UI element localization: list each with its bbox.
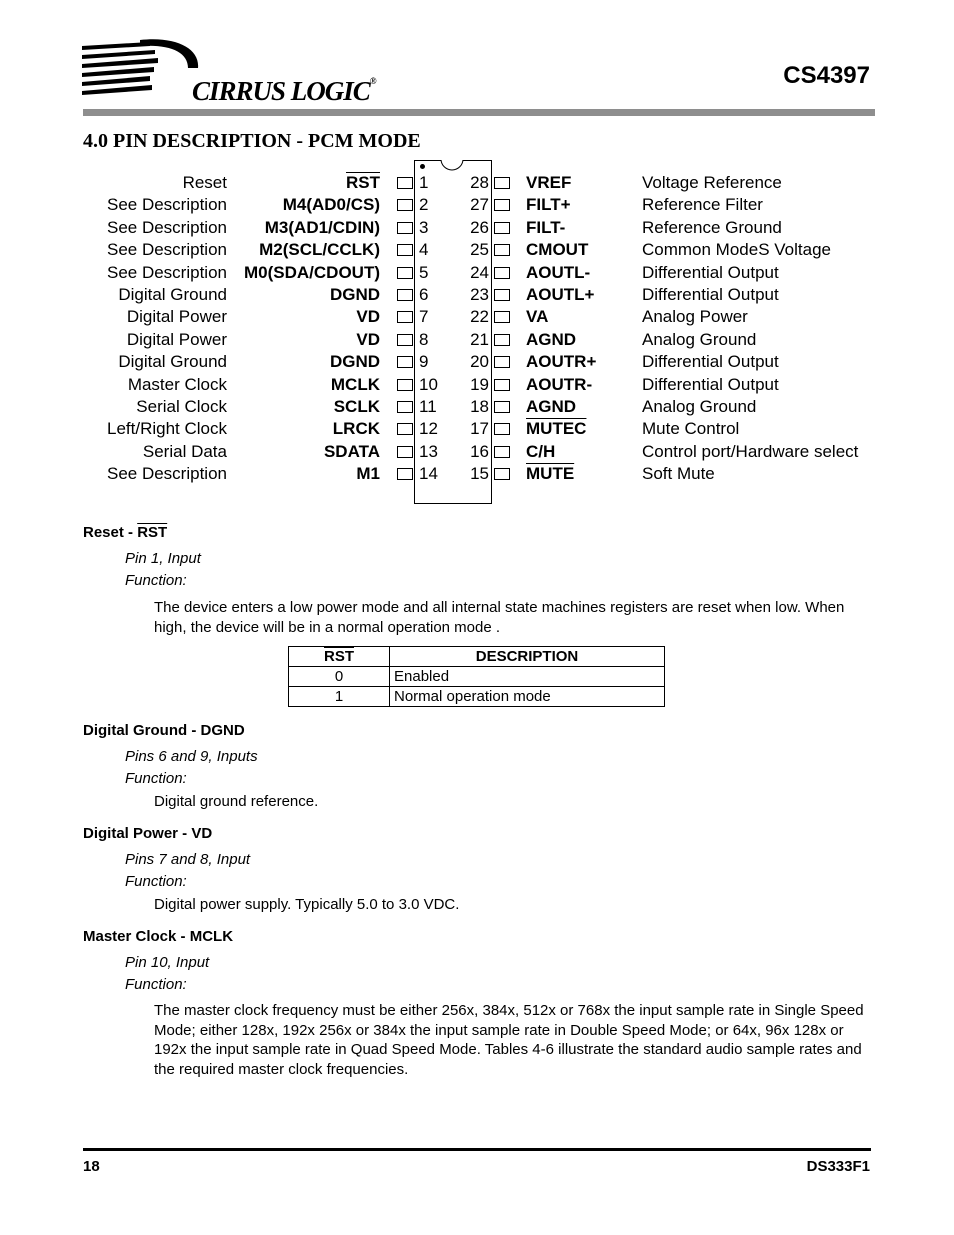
pin-row (0, 463, 954, 485)
pin-right-description: Mute Control (642, 419, 740, 439)
pin-left-lead (397, 289, 413, 301)
pin-right-lead (494, 446, 510, 458)
pin-left-name: VD (356, 307, 380, 327)
registered-mark: ® (369, 76, 376, 86)
pin-right-number: 17 (470, 419, 489, 439)
table-row (289, 687, 665, 707)
pin-left-lead (397, 379, 413, 391)
pin-row (0, 194, 954, 216)
pin-row (0, 441, 954, 463)
pin-right-number: 24 (470, 262, 489, 282)
mclk-text: The master clock frequency must be either 256x, 384x, 512x or 768x the input sample rate in Single Speed Mode; either 128x, 192x 256x or 384x the input sample rate in Double Speed Mode; or 64x, 96x 128x or 192x the input sample rate in Quad Speed Mode. Tables 4-6 illustrate the standard audio sample rates and the required master clock frequencies. (154, 1002, 864, 1078)
pin-right-lead (494, 401, 510, 413)
pin1-marker-dot (420, 164, 425, 169)
pin-right-description: Reference Ground (642, 217, 782, 237)
pin-right-description: Differential Output (642, 352, 779, 372)
ic-notch (440, 158, 464, 172)
pin-left-lead (397, 177, 413, 189)
cirrus-logo (80, 38, 400, 108)
pin-right-number: 28 (470, 173, 489, 192)
pin-left-number: 1 (419, 173, 429, 192)
reset-heading-signal: $\overline{RST}$ (137, 524, 168, 541)
pin-right-description: Analog Ground (642, 329, 757, 349)
pin-left-description: Digital Power (126, 329, 227, 349)
pin-left-number: 3 (419, 217, 429, 237)
pin-right-name: VREF (526, 173, 572, 192)
pin-right-description: Soft Mute (642, 464, 715, 484)
pin-row (0, 284, 954, 306)
part-number: CS4397 (783, 62, 870, 89)
pin-right-lead (494, 267, 510, 279)
pin-right-name: MUTE (526, 464, 575, 484)
pin-left-description: Serial Data (142, 441, 227, 461)
pin-right-number: 22 (470, 307, 489, 327)
pin-right-lead (494, 199, 510, 211)
pin-left-lead (397, 423, 413, 435)
pin-right-lead (494, 379, 510, 391)
pin-left-description: See Description (106, 217, 227, 237)
pin-right-name: AGND (526, 329, 577, 349)
pin-left-number: 9 (419, 352, 429, 372)
pin-left-name: DGND (329, 285, 380, 304)
description-col-header: DESCRIPTION (390, 647, 665, 667)
pin-left-number: 6 (419, 285, 429, 304)
pin-right-description: Analog Ground (642, 397, 757, 416)
pin-left-lead (397, 199, 413, 211)
pin-right-name: AOUTL- (526, 262, 591, 282)
pin-left-description: See Description (106, 262, 227, 282)
pin-left-lead (397, 468, 413, 480)
pin-right-number: 18 (470, 397, 489, 416)
pin-right-description: Control port/Hardware select (642, 441, 859, 461)
dgnd-text: Digital ground reference. (154, 793, 319, 810)
rst-value: 0 (289, 667, 390, 687)
pin-right-number: 20 (470, 352, 489, 372)
pin-right-name: AGND (526, 397, 577, 416)
pin-right-description: Reference Filter (642, 195, 763, 215)
pin-left-lead (397, 401, 413, 413)
pin-left-description: Digital Ground (118, 352, 227, 372)
logo-text: CIRRUS LOGIC (192, 76, 370, 106)
reset-heading: Reset - $\overline{RST}$ (83, 524, 168, 541)
mclk-function-label: Function: (125, 976, 187, 993)
pin-right-description: Voltage Reference (642, 173, 782, 192)
pin-left-name: SCLK (333, 397, 380, 416)
pin-row (0, 239, 954, 261)
pin-right-lead (494, 289, 510, 301)
pin-right-lead (494, 244, 510, 256)
pin-left-lead (397, 446, 413, 458)
pin-left-name: M0(SDA/CDOUT) (244, 262, 380, 282)
pin-left-name: LRCK (332, 419, 380, 439)
pin-left-description: Digital Ground (118, 285, 227, 304)
pin-left-lead (397, 267, 413, 279)
pin-right-name: CMOUT (526, 240, 589, 260)
pin-left-name: $\overline{RST}$ (346, 173, 380, 192)
pin-left-description: Digital Power (126, 307, 227, 327)
pin-left-name: M2(SCL/CCLK) (259, 240, 380, 260)
pin-left-number: 4 (419, 240, 429, 260)
pin-left-number: 12 (419, 419, 438, 439)
pin-left-number: 2 (419, 195, 429, 215)
rst-table-header (289, 647, 665, 667)
pin-left-description: See Description (106, 195, 227, 215)
pin-right-name: AOUTR- (526, 374, 593, 394)
pin-right-number: 27 (470, 195, 489, 215)
pin-left-name: MCLK (330, 374, 380, 394)
pin-left-description: Serial Clock (136, 397, 227, 416)
pin-left-lead (397, 334, 413, 346)
pin-right-name: AOUTR+ (526, 352, 597, 372)
pin-left-lead (397, 222, 413, 234)
pin-left-number: 14 (419, 464, 438, 484)
pin-left-number: 8 (419, 329, 429, 349)
vd-function-label: Function: (125, 873, 187, 890)
pin-right-description: Differential Output (642, 262, 779, 282)
pin-row (0, 329, 954, 351)
pin-row (0, 396, 954, 418)
pin-right-number: 21 (470, 329, 489, 349)
pin-right-number: 15 (470, 464, 489, 484)
reset-text: The device enters a low power mode and all internal state machines registers are reset when low. When high, the device will be in a normal operation mode . (154, 599, 845, 636)
pin-right-name: AOUTL+ (526, 285, 595, 304)
pin-left-number: 13 (419, 441, 438, 461)
section-title: 4.0 PIN DESCRIPTION - PCM MODE (83, 130, 421, 152)
pin-right-number: 25 (470, 240, 489, 260)
pin-left-name: M3(AD1/CDIN) (264, 217, 380, 237)
pin-left-name: VD (356, 329, 380, 349)
pin-right-lead (494, 311, 510, 323)
pin-left-description: Reset (182, 173, 227, 192)
vd-pin: Pins 7 and 8, Input (125, 851, 251, 868)
pin-right-name: FILT+ (526, 195, 571, 215)
pin-right-lead (494, 423, 510, 435)
pin-right-description: Differential Output (642, 374, 779, 394)
pin-left-number: 7 (419, 307, 429, 327)
reset-pin: Pin 1, Input (125, 550, 201, 567)
dgnd-heading: Digital Ground - DGND (83, 722, 245, 739)
pin-left-name: DGND (329, 352, 380, 372)
pin-row (0, 172, 954, 194)
pin-left-description: See Description (106, 240, 227, 260)
pin-left-lead (397, 311, 413, 323)
pin-right-number: 19 (470, 374, 489, 394)
pin-left-name: M1 (356, 464, 380, 484)
pin-right-lead (494, 356, 510, 368)
vd-text: Digital power supply. Typically 5.0 to 3.0 VDC. (154, 896, 460, 913)
pin-left-number: 10 (419, 374, 438, 394)
pin-right-description: Common ModeS Voltage (642, 240, 831, 260)
pin-right-description: Analog Power (642, 307, 748, 327)
page-number: 18 (83, 1158, 100, 1175)
footer-rule (83, 1148, 871, 1151)
pin-right-name: MUTEC (526, 419, 587, 439)
pin-left-description: Left/Right Clock (107, 419, 227, 439)
rst-table (288, 646, 665, 707)
mclk-pin: Pin 10, Input (125, 954, 210, 971)
rst-col-header: $\overline{RST}$ (324, 648, 354, 665)
pin-left-number: 11 (419, 397, 437, 416)
document-id: DS333F1 (806, 1158, 870, 1175)
pin-right-lead (494, 222, 510, 234)
rst-description: Normal operation mode (390, 687, 665, 707)
rst-value: 1 (289, 687, 390, 707)
rst-description: Enabled (390, 667, 665, 687)
pin-left-lead (397, 356, 413, 368)
logo-swoosh-icon (80, 38, 200, 108)
pin-right-name: VA (526, 307, 549, 327)
pin-left-name: SDATA (323, 441, 380, 461)
pin-row (0, 351, 954, 373)
dgnd-pin: Pins 6 and 9, Inputs (125, 748, 258, 765)
pin-right-lead (494, 468, 510, 480)
pin-right-description: Differential Output (642, 285, 779, 304)
pin-right-name: C/H (526, 441, 556, 461)
dgnd-function-label: Function: (125, 770, 187, 787)
pin-left-name: M4(AD0/CS) (282, 195, 380, 215)
pin-right-lead (494, 177, 510, 189)
pin-row (0, 374, 954, 396)
vd-heading: Digital Power - VD (83, 825, 213, 842)
reset-function-label: Function: (125, 572, 187, 589)
pin-right-number: 26 (470, 217, 489, 237)
pin-right-number: 23 (470, 285, 489, 304)
pin-right-lead (494, 334, 510, 346)
pin-left-lead (397, 244, 413, 256)
pin-row (0, 306, 954, 328)
pin-right-name: FILT- (526, 217, 566, 237)
pin-right-number: 16 (470, 441, 489, 461)
pin-row (0, 418, 954, 440)
header-rule (83, 109, 875, 116)
pin-left-description: See Description (106, 464, 227, 484)
pin-row (0, 262, 954, 284)
mclk-heading: Master Clock - MCLK (83, 928, 234, 945)
pin-left-description: Master Clock (127, 374, 227, 394)
pin-row (0, 217, 954, 239)
pin-left-number: 5 (419, 262, 429, 282)
table-row (289, 667, 665, 687)
